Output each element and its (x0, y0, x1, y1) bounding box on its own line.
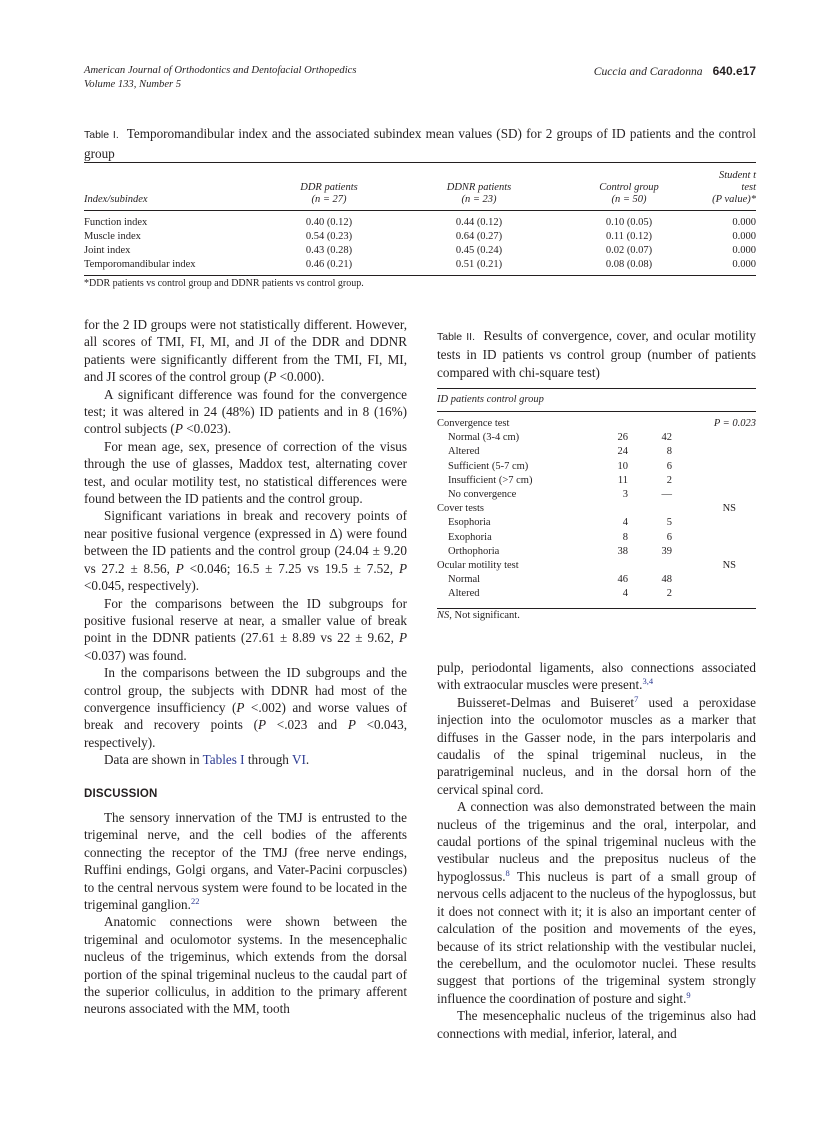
table-cell: Normal (448, 574, 481, 586)
table-cell: 0.64 (0.27) (455, 231, 503, 242)
text-span: P (398, 560, 407, 576)
link-table-vi[interactable]: VI (291, 752, 306, 768)
table-cell (672, 531, 756, 545)
table-row (84, 244, 756, 258)
table-cell: 46 (617, 574, 628, 586)
table-cell: 0.44 (0.12) (455, 217, 503, 228)
table1-col-header (84, 164, 254, 211)
paragraph (84, 507, 407, 594)
text-span: P = 0.023 (713, 418, 756, 429)
table-cell: 26 (617, 432, 628, 444)
text-span: This nucleus is part of a small group of nervous cells adjacent to the nucleus of the hypoglossus, but it does not connect with it; it is also an important center of calculation of the position and movements of the eyes, because of its strict relationship with the vestibular nuclei, the cerebellum, and the oculomotor nuclei. These results suggest that portions of the trigeminal system strongly influence the coordination of posture and sight. (437, 868, 756, 1006)
table-row (437, 431, 756, 445)
table-cell: Insufficient (>7 cm) (448, 474, 533, 486)
table1-caption-text: Temporomandibular index and the associated subindex mean values (SD) for 2 groups of ID patients and the control group (84, 126, 757, 161)
citation-link[interactable]: 8 (505, 867, 510, 878)
table-cell: Convergence test (437, 418, 510, 429)
page-number: 640.e17 (712, 64, 756, 78)
table-cell (672, 545, 756, 559)
table-row (84, 211, 756, 231)
table-cell: 2 (666, 588, 672, 600)
table-row (437, 559, 756, 573)
paragraph (84, 595, 407, 665)
table-cell: Esophoria (448, 517, 491, 529)
table-cell: Ocular motility test (437, 560, 519, 572)
table-row (437, 460, 756, 474)
table-cell: Altered (448, 588, 480, 600)
table-cell: 42 (661, 432, 672, 444)
table-cell: 0.51 (0.21) (455, 259, 503, 270)
text-span: <0.023). (182, 421, 231, 437)
table-cell: 0.000 (732, 245, 756, 256)
table-cell (672, 516, 756, 530)
table-cell: 38 (617, 545, 628, 557)
text-span: used a peroxidase injection into the oculomotor muscles as a marker that diffuses in the Gasser node, in the pars interpolaris and caudalis of the spinal trigeminal nucleus, in the paratrigeminal nucleus, and in the dorsal horn of the cervical spinal cord. (437, 694, 756, 797)
table-cell: 0.54 (0.23) (305, 231, 353, 242)
text-span: P (398, 630, 407, 646)
table-cell (598, 502, 628, 516)
authors: Cuccia and Caradonna (593, 65, 703, 78)
text-span: Not significant. (451, 610, 520, 621)
text-span: for the 2 ID groups were not statistically different. However, all scores of TMI, FI, MI, and JI of the DDR and DDNR patients were significantly different from the TMI, FI, MI, and JI scores of the control group ( (84, 317, 407, 385)
table2-label: Table II. (437, 331, 475, 343)
table-cell: 0.43 (0.28) (305, 245, 353, 256)
table-row (437, 488, 756, 502)
table-cell: 0.11 (0.12) (606, 231, 652, 242)
text-span: Data are shown in (104, 752, 203, 768)
table-cell: Orthophoria (448, 545, 500, 557)
table-row (437, 474, 756, 488)
table-row (437, 545, 756, 559)
table-cell: 0.000 (732, 217, 756, 228)
table1-col-header (404, 164, 554, 211)
text-span: P (174, 421, 183, 437)
table-cell: 0.45 (0.24) (455, 245, 503, 256)
table-row (437, 502, 756, 516)
table2-caption-text: Results of convergence, cover, and ocular motility tests in ID patients vs control group (number of patients compared with chi-square test) (437, 328, 756, 380)
table-cell: NS (722, 503, 736, 515)
text-span: P (236, 699, 245, 715)
table-cell: Normal (3-4 cm) (448, 432, 520, 444)
table1 (84, 164, 756, 276)
table-cell (672, 460, 756, 474)
table1-label: Table I. (84, 129, 119, 141)
table-row (437, 573, 756, 587)
text-span: Buisseret-Delmas and Buiseret (457, 694, 635, 710)
table-cell: 0.10 (0.05) (605, 217, 653, 228)
text-span: <0.043, respectively). (84, 717, 408, 750)
table-cell: 6 (666, 531, 672, 543)
text-span: For the comparisons between the ID subgroups for positive fusional reserve at near, a smaller value of break point in the DDNR patients (27.61 ± 8.89 vs 22 ± 9.62, (84, 595, 407, 646)
text-span: (n = 23) (461, 194, 497, 205)
table-cell: 8 (666, 446, 672, 458)
table-cell: 0.08 (0.08) (605, 259, 653, 270)
table-cell: Temporomandibular index (84, 259, 196, 270)
text-span: P (258, 717, 267, 733)
table2-col-header: ID patients control group (437, 394, 544, 405)
table-part (84, 164, 756, 211)
table-cell: Muscle index (84, 231, 141, 242)
table-row (437, 412, 756, 432)
table-cell (672, 587, 756, 608)
table-cell: — (661, 489, 672, 501)
table-cell: 4 (622, 588, 628, 600)
table-row (437, 445, 756, 459)
table-cell: 3 (622, 489, 628, 501)
table2-header-row (437, 389, 756, 412)
text-span: <.002) and worse values of break and recovery points ( (84, 699, 407, 733)
table-cell: 48 (661, 574, 672, 586)
table-part (84, 164, 756, 276)
paragraph (84, 751, 407, 768)
table-cell (672, 445, 756, 459)
table-part (84, 211, 756, 276)
table1-col-header (554, 164, 704, 211)
volume-number: Volume 133, Number 5 (84, 78, 182, 90)
text-span: <.023 and (266, 717, 348, 733)
table-cell: Altered (448, 446, 480, 458)
journal-title: American Journal of Orthodontics and Dentofacial Orthopedics (84, 65, 357, 76)
paragraph (84, 316, 407, 386)
section-heading-discussion: DISCUSSION (84, 787, 158, 800)
table-part (437, 388, 756, 609)
table-part (437, 389, 756, 412)
table1-col-header (254, 164, 404, 211)
paragraph (437, 659, 756, 694)
table-cell: 11 (617, 474, 628, 486)
table1-footnote: *DDR patients vs control group and DDNR patients vs control group. (84, 278, 364, 289)
table-cell: 0.46 (0.21) (305, 259, 353, 270)
link-tables-i[interactable]: Tables I (202, 752, 245, 768)
text-span: . (305, 752, 310, 768)
table-cell: Function index (84, 217, 148, 228)
table-cell (628, 502, 672, 516)
paragraph: For mean age, sex, presence of correction of the visus through the use of glasses, Maddox test, alternating cover test, and ocular motility test, no statistical differences were found between the ID patients and the control group. (84, 438, 407, 507)
text-span: pulp, periodontal ligaments, also connections associated with extraocular muscles were present. (437, 660, 756, 693)
table-cell: 39 (661, 545, 672, 557)
text-span: Control group (599, 182, 659, 193)
citation-link[interactable]: 22 (190, 896, 200, 906)
table-cell: 2 (666, 474, 672, 486)
table-cell (672, 573, 756, 587)
table-row (437, 531, 756, 545)
text-span: NS, (437, 610, 452, 621)
text-span: (P value)* (712, 194, 756, 205)
text-span: through (244, 752, 292, 768)
text-span: Significant variations in break and recovery points of near positive fusional vergence (expressed in Δ) were found between the ID patients and the control group (24.04 ± 9.20 vs 27.2 ± 8.56, (84, 508, 407, 576)
table-cell: 4 (622, 517, 628, 529)
table-cell: 24 (617, 446, 628, 458)
paragraph (437, 798, 756, 1007)
table-cell: NS (722, 560, 736, 572)
paragraph (437, 694, 756, 798)
table-cell: Exophoria (448, 531, 492, 543)
table1-caption (84, 125, 756, 162)
table-cell: 0.40 (0.12) (305, 217, 353, 228)
table-cell (672, 474, 756, 488)
table-cell: 0.000 (732, 259, 756, 270)
citation-link[interactable]: 7 (634, 693, 639, 704)
text-span: <0.046; 16.5 ± 7.25 vs 19.5 ± 7.52, (183, 560, 399, 576)
text-span: (n = 50) (611, 194, 647, 205)
text-span: P (347, 717, 356, 733)
text-span: DDNR patients (446, 182, 512, 193)
table2-footnote (437, 610, 520, 621)
text-span: <0.045, respectively). (84, 578, 200, 594)
table1-header-row (84, 164, 756, 211)
table-cell: No convergence (448, 489, 517, 501)
paragraph: Anatomic connections were shown between the trigeminal and oculomotor systems. In the mesencephalic nucleus of the trigeminus, which extends from the dorsal portion of the spinal trigeminal nucleus to the caudal part of the superior colliculus, in addition to the primary afferent neurons associated with the MM, tooth (84, 914, 407, 1017)
table-cell (628, 559, 672, 573)
table-cell (628, 412, 672, 432)
table2 (437, 388, 756, 609)
paragraph (84, 809, 407, 913)
text-span: Student t test (718, 170, 756, 193)
table2-caption (437, 327, 756, 381)
table1-col-header (704, 164, 756, 211)
table-cell: 5 (666, 517, 672, 529)
paragraph: The mesencephalic nucleus of the trigeminus also had connections with medial, inferior, lateral, and (437, 1008, 756, 1041)
table-cell: 0.02 (0.07) (605, 245, 653, 256)
text-span: (n = 27) (311, 194, 347, 205)
paragraph (84, 386, 407, 438)
text-span: <0.037) was found. (84, 647, 187, 663)
table-row (437, 516, 756, 530)
table-row (84, 230, 756, 244)
table-cell: 8 (622, 531, 628, 543)
text-span: The sensory innervation of the TMJ is entrusted to the trigeminal nerve, and the cell bodies of the afferents connecting the receptor of the TMJ (free nerve endings, Ruffini endings, Golgi organs, and Vater-Pacini corpuscles) to the central nervous system were found to be located in the trigeminal ganglion. (84, 809, 407, 912)
body-right-column (437, 659, 756, 1042)
text-span: <0.000). (276, 369, 325, 385)
citation-link[interactable]: 9 (686, 989, 691, 1000)
body-left-column (84, 316, 407, 1018)
table-cell: 10 (617, 460, 628, 472)
text-span: In the comparisons between the ID subgroups and the control group, the subjects with DDNR had most of the convergence insufficiency ( (84, 665, 407, 715)
table-cell: 0.000 (732, 231, 756, 242)
table-part (437, 412, 756, 609)
table-row (437, 587, 756, 608)
text-span: DDR patients (300, 182, 358, 193)
table-cell: 6 (666, 460, 672, 472)
text-span: P (268, 369, 277, 385)
text-span: Index/subindex (84, 194, 148, 205)
text-span: P (175, 560, 184, 576)
citation-link[interactable]: 3,4 (642, 676, 654, 687)
table-cell: Joint index (84, 245, 131, 256)
table-cell: Cover tests (437, 503, 484, 515)
table-cell (672, 431, 756, 445)
table-cell (672, 488, 756, 502)
table-cell (598, 559, 628, 573)
table-cell (672, 412, 756, 432)
table-row (84, 258, 756, 276)
running-header (84, 64, 356, 91)
table-cell (598, 412, 628, 432)
text-span: A connection was also demonstrated between the main nucleus of the trigeminus and the oral, interpolar, and caudal portions of the spinal trigeminal nucleus with the vestibular nucleus and the prepositus nucleus of the hypoglossus. (437, 799, 756, 884)
text-span: A significant difference was found for the convergence test; it was altered in 24 (48%) ID patients and in 8 (16%) control subjects ( (84, 386, 407, 437)
paragraph (84, 664, 407, 751)
table-cell: Sufficient (5-7 cm) (448, 460, 529, 472)
running-header-right (594, 64, 756, 78)
